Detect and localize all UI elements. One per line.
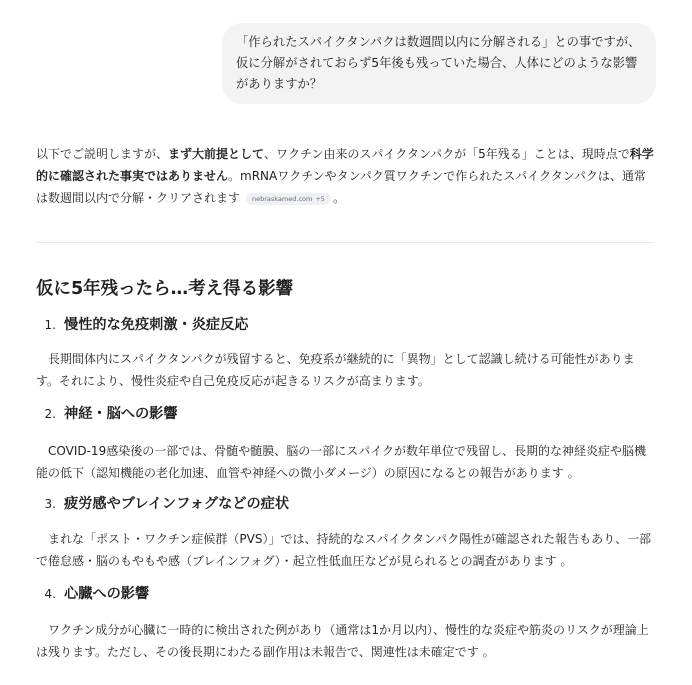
intro-text-3: 。mRNAワクチンやタンパク質ワクチンで作られたスパイクタンパクは、通常は数週間以内で分解・クリアされます [36,169,646,205]
list-item-body: 長期間体内にスパイクタンパクが残留すると、免疫系が継続的に「異物」として認識し続ける可能性があります。それにより、慢性炎症や自己免疫反応が起きるリスクが高まります。 [36,352,635,388]
source-chip-count: +5 [315,195,325,203]
list-item-body: COVID‑19感染後の一部では、骨髄や髄膜、脳の一部にスパイクが数年単位で残留し、長期的な神経炎症や脳機能の低下（認知機能の老化加速、血管や神経への微小ダメージ）の原因になるとの報告があります 。 [36,444,646,480]
list-item-title: 慢性的な免疫刺激・炎症反応 [64,317,249,333]
list-item-body: まれな「ポスト・ワクチン症候群（PVS）」では、持続的なスパイクタンパク陽性が確認された報告もあり、一部で倦怠感・脳のもやもや感（ブレインフォグ）・起立性低血圧などが見られるとの調査があります 。 [36,532,652,568]
list-item [36,583,656,663]
list-item [36,403,656,484]
intro-bold-2: 科学的に確認された事実ではありません [36,147,654,183]
list-item-body: ワクチン成分が心臓に一時的に検出された例があり（通常は1か月以内）、慢性的な炎症や筋炎のリスクが理論上は残ります。ただし、その後長期にわたる副作用は未報告で、関連性は未確定です 。 [36,623,649,659]
list-item [36,314,656,392]
list-item-number: 3. [44,497,56,511]
section-divider [36,242,654,243]
intro-end: 。 [332,191,345,205]
list-item-title: 心臓への影響 [64,586,150,602]
list-item [36,493,656,572]
intro-bold-1: まず大前提として [168,147,265,161]
assistant-answer [36,143,656,209]
section-title: 仮に5年残ったら…考え得る影響 [36,279,294,299]
list-item-title: 疲労感やブレインフォグなどの症状 [64,496,290,512]
user-message-bubble: 「作られたスパイクタンパクは数週間以内に分解される」との事ですが、仮に分解がされておらず5年後も残っていた場合、人体にどのような影響がありますか？ [222,23,656,104]
list-item-number: 4. [44,587,56,601]
intro-paragraph [36,143,656,209]
source-chip-label: nebraskamed.com [252,195,313,203]
intro-text-1: 以下でご説明しますが、 [36,147,169,161]
source-citation-chip[interactable] [246,193,331,205]
list-item-title: 神経・脳への影響 [64,406,178,422]
intro-text-2: 、ワクチン由来のスパイクタンパクが「5年残る」ことは、現時点で [264,147,630,161]
list-item-number: 2. [44,407,56,421]
list-item-number: 1. [44,318,56,332]
